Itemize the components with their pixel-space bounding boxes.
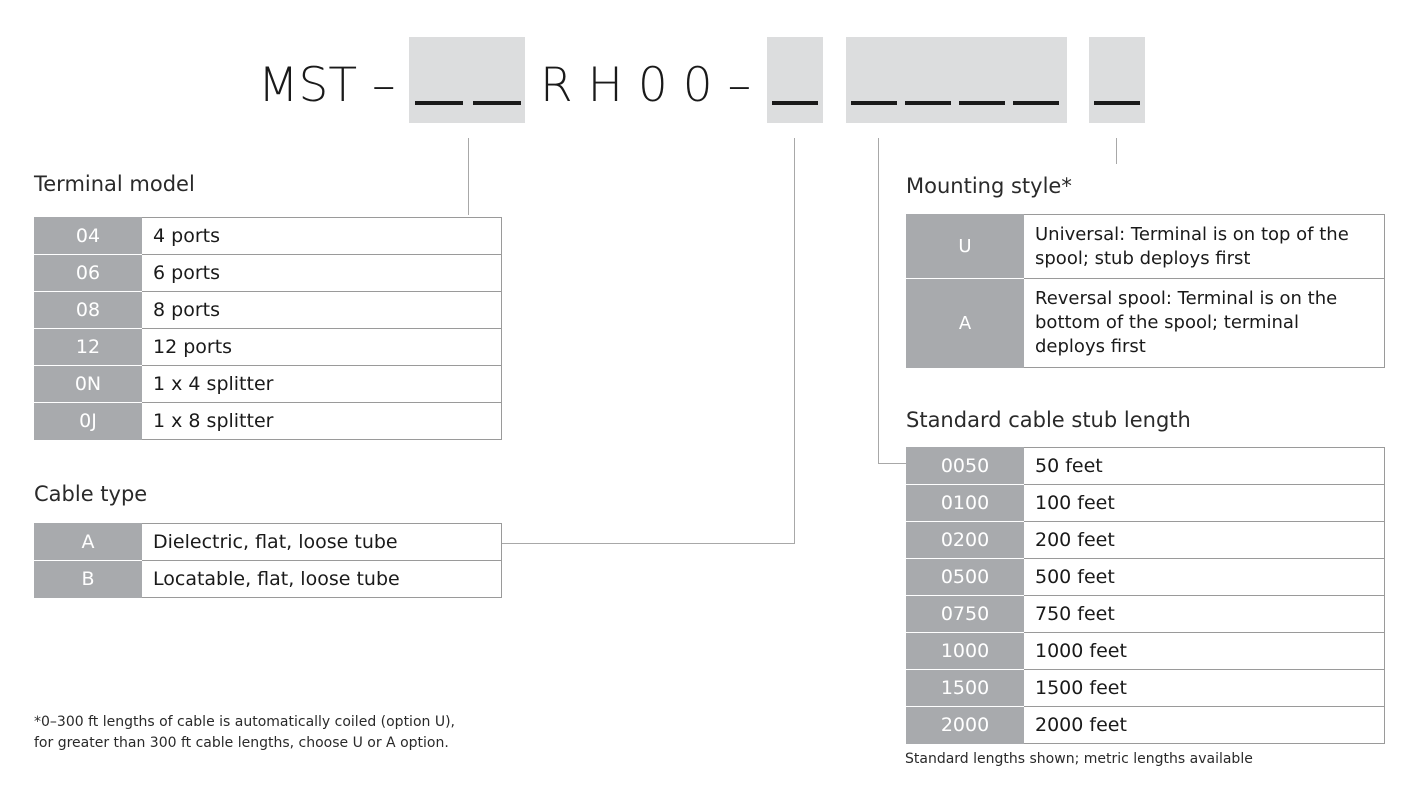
option-description: 100 feet [1024,485,1385,522]
option-code: A [35,524,142,561]
stub-length-table [906,447,1385,744]
stub-length-slot [846,37,1067,123]
option-description: 8 ports [142,292,502,329]
slot-underline [473,101,521,105]
mounting-style-title: Mounting style* [906,174,1072,198]
option-code: A [907,279,1024,368]
option-description: 750 feet [1024,596,1385,633]
option-code: 0200 [907,522,1024,559]
option-code: 1000 [907,633,1024,670]
slot-underline [1094,101,1140,105]
option-description: 500 feet [1024,559,1385,596]
option-description: Dielectric, flat, loose tube [142,524,502,561]
table-row [35,255,502,292]
slot-underline [959,101,1005,105]
option-code: 0050 [907,448,1024,485]
option-code: B [35,561,142,598]
option-description: Universal: Terminal is on top of the spool; stub deploys first [1024,215,1385,279]
slot-underline [851,101,897,105]
option-code: 06 [35,255,142,292]
option-code: 12 [35,329,142,366]
table-row [907,485,1385,522]
cable-type-title: Cable type [34,482,148,506]
table-row [907,596,1385,633]
stub-length-title: Standard cable stub length [906,408,1191,432]
option-description: Locatable, flat, loose tube [142,561,502,598]
option-description: 1500 feet [1024,670,1385,707]
option-code: 0N [35,366,142,403]
table-row [35,403,502,440]
option-code: 0100 [907,485,1024,522]
option-description: 1 x 4 splitter [142,366,502,403]
part-middle: R H 0 0 – [540,58,752,113]
option-code: 1500 [907,670,1024,707]
connector-line [468,138,469,215]
slot-underline [772,101,818,105]
terminal-model-title: Terminal model [34,172,195,196]
table-row [35,329,502,366]
mounting-style-slot [1089,37,1145,123]
terminal-model-slot [409,37,525,123]
table-row [907,522,1385,559]
connector-line [794,138,795,544]
option-code: 2000 [907,707,1024,744]
table-row [35,561,502,598]
option-description: 2000 feet [1024,707,1385,744]
footnote [34,712,554,754]
terminal-model-table [34,217,502,440]
stub-length-note: Standard lengths shown; metric lengths available [905,751,1253,767]
cable-type-table [34,523,502,598]
table-row [907,215,1385,279]
table-row [35,524,502,561]
option-description: 1000 feet [1024,633,1385,670]
option-description: 12 ports [142,329,502,366]
mounting-style-table [906,214,1385,368]
table-row [35,366,502,403]
option-description: Reversal spool: Terminal is on the bottom of the spool; terminal deploys first [1024,279,1385,368]
slot-underline [415,101,463,105]
option-code: 0500 [907,559,1024,596]
table-row [907,707,1385,744]
option-code: U [907,215,1024,279]
connector-line [878,463,907,464]
option-code: 0750 [907,596,1024,633]
option-description: 50 feet [1024,448,1385,485]
table-row [907,633,1385,670]
option-description: 4 ports [142,218,502,255]
option-description: 1 x 8 splitter [142,403,502,440]
connector-line [878,138,879,464]
slot-underline [905,101,951,105]
table-row [35,292,502,329]
cable-type-slot [767,37,823,123]
table-row [907,448,1385,485]
slot-underline [1013,101,1059,105]
table-row [907,279,1385,368]
table-row [907,670,1385,707]
connector-line [502,543,795,544]
footnote-line: *0–300 ft lengths of cable is automatically coiled (option U), [34,714,455,730]
option-description: 6 ports [142,255,502,292]
footnote-line: for greater than 300 ft cable lengths, choose U or A option. [34,735,449,751]
option-code: 04 [35,218,142,255]
option-code: 0J [35,403,142,440]
option-description: 200 feet [1024,522,1385,559]
part-prefix: MST – [258,58,396,113]
connector-line [1116,138,1117,164]
table-row [907,559,1385,596]
table-row [35,218,502,255]
option-code: 08 [35,292,142,329]
